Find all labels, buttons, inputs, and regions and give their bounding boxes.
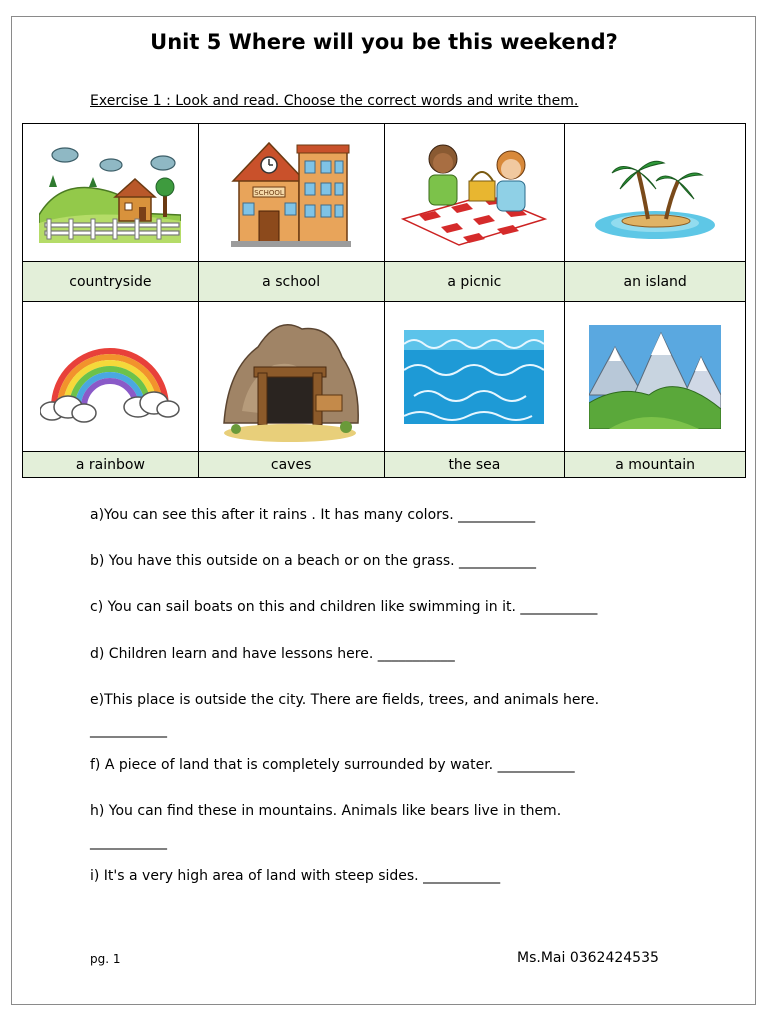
picture-cell-school [198,124,384,262]
countryside-icon [39,143,181,243]
question-e: e)This place is outside the city. There are fields, trees, and animals here. [90,692,600,708]
picture-cell-rainbow [23,302,199,452]
picture-cell-picnic [384,124,565,262]
exercise-instruction: Exercise 1 : Look and read. Choose the correct words and write them. [90,93,579,109]
picture-cell-island [565,124,746,262]
picture-label: countryside [23,262,199,302]
question-c: c) You can sail boats on this and children like swimming in it. ___________ [90,599,598,615]
question-i: i) It's a very high area of land with steep sides. ___________ [90,868,501,884]
question-a: a)You can see this after it rains . It has many colors. ___________ [90,507,536,523]
picnic-icon [399,137,549,249]
question-h: h) You can find these in mountains. Animals like bears live in them. [90,803,562,819]
picture-label: an island [565,262,746,302]
sea-icon [404,330,544,424]
page-title: Unit 5 Where will you be this weekend? [150,30,618,54]
cave-icon [218,311,364,443]
school-sign-text: SCHOOL [254,188,284,197]
picture-cell-caves [198,302,384,452]
picture-label: the sea [384,452,565,478]
picture-label: a mountain [565,452,746,478]
rainbow-icon [40,329,180,425]
island-icon [590,143,720,243]
picture-cell-mountain [565,302,746,452]
question-b: b) You have this outside on a beach or on the grass. ___________ [90,553,537,569]
page-number: pg. 1 [90,952,121,966]
question-d: d) Children learn and have lessons here. ___________ [90,646,455,662]
picture-label: a school [198,262,384,302]
mountain-icon [589,325,721,429]
picture-label: a rainbow [23,452,199,478]
vocabulary-picture-grid [22,123,746,478]
picture-label: a picnic [384,262,565,302]
picture-cell-countryside [23,124,199,262]
school-icon [231,137,351,249]
answer-blank-e: ___________ [90,722,167,738]
teacher-contact: Ms.Mai 0362424535 [517,950,659,966]
answer-blank-h: ___________ [90,834,167,850]
picture-label: caves [198,452,384,478]
picture-cell-sea [384,302,565,452]
question-f: f) A piece of land that is completely surrounded by water. ___________ [90,757,575,773]
